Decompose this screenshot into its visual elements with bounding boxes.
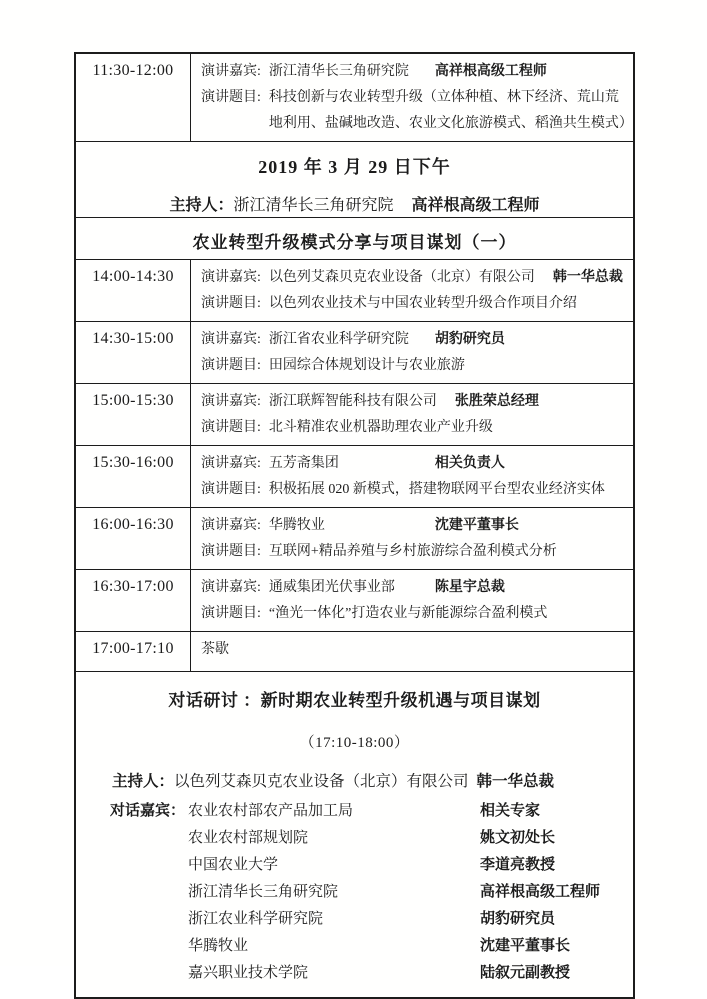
session-row: [76, 569, 633, 631]
topic-line: [201, 477, 627, 503]
guest-row: [110, 798, 633, 825]
content-cell: [191, 260, 633, 321]
topic-label: 演讲题目:: [201, 420, 261, 435]
session-row: [76, 321, 633, 383]
topic-text: 北斗精准农业机器助理农业产业升级: [268, 420, 493, 435]
guests-label-spacer: [110, 879, 188, 906]
speaker-line: [201, 513, 627, 539]
session-row: [76, 507, 633, 569]
date-header-row: [76, 141, 633, 217]
speaker-line: [201, 575, 627, 601]
dialog-guest-list: [110, 798, 633, 987]
host-name: 韩一华总裁: [476, 773, 555, 790]
topic-text: 科技创新与农业转型升级（立体种植、林下经济、荒山荒地利用、盐碱地改造、农业文化旅游模式、稻渔共生模式）: [268, 90, 633, 131]
time-cell: 16:00-16:30: [76, 508, 191, 569]
guest-name: 沈建平董事长: [480, 938, 571, 954]
speaker-label: 演讲嘉宾:: [201, 394, 261, 409]
session-row: [76, 259, 633, 321]
date-title: 2019 年 3 月 29 日下午: [258, 157, 451, 177]
guest-org: 农业农村部规划院: [188, 830, 309, 846]
speaker-org: 通威集团光伏事业部: [268, 580, 395, 595]
topic-text: 积极拓展 020 新模式，搭建物联网平台型农业经济实体: [268, 482, 605, 497]
guest-name: 陆叙元副教授: [480, 965, 571, 981]
dialog-row: [76, 671, 633, 997]
topic-line: [201, 85, 633, 137]
topic-text: 以色列农业技术与中国农业转型升级合作项目介绍: [268, 296, 577, 311]
topic-text: 田园综合体规划设计与农业旅游: [268, 358, 465, 373]
host-org: 浙江清华长三角研究院: [233, 197, 394, 214]
speaker-name: 张胜荣总经理: [454, 394, 539, 409]
guest-name: 李道亮教授: [480, 857, 556, 873]
topic-line: [201, 291, 627, 317]
speaker-name: 胡豹研究员: [434, 332, 505, 347]
guest-name: 胡豹研究员: [480, 911, 556, 927]
topic-label: 演讲题目:: [201, 90, 261, 105]
guests-label-spacer: [110, 906, 188, 933]
guest-row: [110, 906, 633, 933]
speaker-line: [201, 265, 627, 291]
speaker-label: 演讲嘉宾:: [201, 270, 261, 285]
guest-org: 嘉兴职业技术学院: [188, 965, 309, 981]
topic-label: 演讲题目:: [201, 296, 261, 311]
speaker-label: 演讲嘉宾:: [201, 580, 261, 595]
content-cell: [191, 54, 633, 141]
guest-name: 高祥根高级工程师: [480, 884, 601, 900]
guests-label-spacer: [110, 852, 188, 879]
guest-org: 中国农业大学: [188, 857, 279, 873]
topic-label: 演讲题目:: [201, 544, 261, 559]
guests-label: 对话嘉宾：: [110, 803, 186, 819]
section-title-row: 农业转型升级模式分享与项目谋划（一）: [76, 217, 633, 259]
guests-label-spacer: [110, 825, 188, 852]
speaker-label: 演讲嘉宾:: [201, 518, 261, 533]
host-label: 主持人：: [112, 773, 175, 790]
guest-row: [110, 933, 633, 960]
session-row: [76, 445, 633, 507]
session-row: [76, 383, 633, 445]
agenda-table: [74, 52, 635, 999]
guest-org: 华腾牧业: [188, 938, 249, 954]
topic-line: [201, 415, 627, 441]
content-cell: [191, 508, 633, 569]
speaker-label: 演讲嘉宾:: [201, 332, 261, 347]
speaker-line: [201, 389, 627, 415]
content-cell: [191, 632, 633, 671]
topic-line: [201, 601, 627, 627]
time-cell: 16:30-17:00: [76, 570, 191, 631]
guest-name: 姚文初处长: [480, 830, 556, 846]
speaker-name: 韩一华总裁: [552, 270, 623, 285]
time-cell: 15:30-16:00: [76, 446, 191, 507]
speaker-name: 高祥根高级工程师: [434, 64, 547, 79]
guests-label-spacer: [110, 960, 188, 987]
dialog-time-range: （17:10-18:00）: [299, 735, 410, 751]
guest-name: 相关专家: [480, 803, 541, 819]
speaker-name: 沈建平董事长: [434, 518, 519, 533]
guest-row: [110, 825, 633, 852]
tea-break-row: [76, 631, 633, 671]
dialog-title: 对话研讨 ：新时期农业转型升级机遇与项目谋划: [168, 691, 541, 710]
topic-label: 演讲题目:: [201, 358, 261, 373]
tea-break-label: 茶歇: [201, 642, 229, 657]
speaker-label: 演讲嘉宾:: [201, 64, 261, 79]
time-cell: 17:00-17:10: [76, 632, 191, 671]
guest-row: [110, 879, 633, 906]
topic-label: 演讲题目:: [201, 606, 261, 621]
time-cell: 14:30-15:00: [76, 322, 191, 383]
content-cell: [191, 570, 633, 631]
speaker-line: [201, 59, 627, 85]
session-row-pre: [76, 54, 633, 141]
content-cell: [191, 446, 633, 507]
speaker-name: 相关负责人: [434, 456, 505, 471]
content-cell: [191, 322, 633, 383]
content-cell: [191, 384, 633, 445]
speaker-org: 浙江省农业科学研究院: [268, 332, 409, 347]
topic-line: [201, 539, 627, 565]
speaker-label: 演讲嘉宾:: [201, 456, 261, 471]
speaker-org: 华腾牧业: [268, 518, 325, 533]
host-label: 主持人：: [169, 197, 234, 214]
speaker-org: 五芳斋集团: [268, 456, 339, 471]
topic-line: [201, 353, 627, 379]
speaker-line: [201, 451, 627, 477]
speaker-org: 以色列艾森贝克农业设备（北京）有限公司: [268, 270, 535, 285]
guest-row: [110, 960, 633, 987]
guest-org: 浙江农业科学研究院: [188, 911, 324, 927]
topic-label: 演讲题目:: [201, 482, 261, 497]
host-name: 高祥根高级工程师: [411, 197, 540, 214]
topic-text: “渔光一体化”打造农业与新能源综合盈利模式: [268, 606, 548, 621]
host-org: 以色列艾森贝克农业设备（北京）有限公司: [174, 773, 469, 790]
dialog-host-line: [112, 769, 633, 791]
guest-org: 农业农村部农产品加工局: [188, 803, 354, 819]
guest-row: [110, 852, 633, 879]
speaker-org: 浙江联辉智能科技有限公司: [268, 394, 437, 409]
host-line: [76, 192, 633, 215]
time-cell: 14:00-14:30: [76, 260, 191, 321]
speaker-name: 陈星宇总裁: [434, 580, 505, 595]
time-cell: 15:00-15:30: [76, 384, 191, 445]
guests-label-spacer: [110, 933, 188, 960]
time-cell: 11:30-12:00: [76, 54, 191, 141]
speaker-line: [201, 327, 627, 353]
speaker-org: 浙江清华长三角研究院: [268, 64, 409, 79]
topic-text: 互联网+精品养殖与乡村旅游综合盈利模式分析: [268, 544, 557, 559]
guest-org: 浙江清华长三角研究院: [188, 884, 339, 900]
